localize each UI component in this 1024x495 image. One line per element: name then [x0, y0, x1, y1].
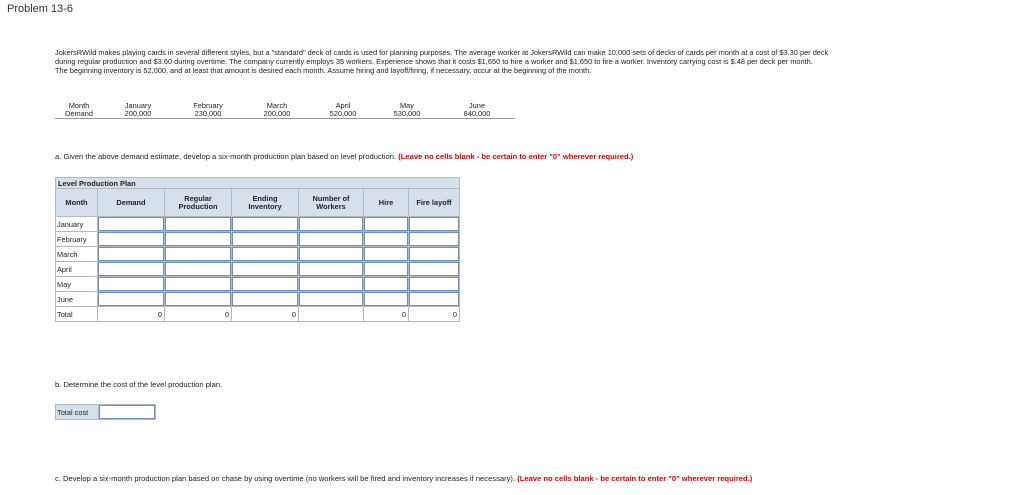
table-row: [56, 292, 460, 307]
hire-input-january[interactable]: [364, 217, 408, 231]
regular-production-input-may[interactable]: [165, 277, 231, 291]
total-hire-value: 0: [364, 307, 409, 322]
hire-input-february[interactable]: [364, 232, 408, 246]
ending-inventory-input-june[interactable]: [232, 292, 298, 306]
regular-production-input-january[interactable]: [165, 217, 231, 231]
col-header-month: Month: [56, 189, 98, 217]
ending-inventory-input-april[interactable]: [232, 262, 298, 276]
row-label-march: March: [56, 247, 98, 262]
ending-inventory-input-march[interactable]: [232, 247, 298, 261]
total-fire-value: 0: [409, 307, 460, 322]
demand-input-february[interactable]: [98, 232, 164, 246]
col-header-regular-production: Regular Production: [165, 189, 232, 217]
col-header-ending-inventory: Ending Inventory: [232, 189, 299, 217]
demand-input-may[interactable]: [98, 277, 164, 291]
total-regular-production-value: 0: [165, 307, 232, 322]
workers-input-may[interactable]: [299, 277, 363, 291]
fire-input-april[interactable]: [409, 262, 459, 276]
regular-production-input-june[interactable]: [165, 292, 231, 306]
table-row: [56, 232, 460, 247]
total-demand-value: 0: [98, 307, 165, 322]
question-a-warning: (Leave no cells blank - be certain to enter "0" wherever required.): [398, 152, 634, 161]
fire-input-january[interactable]: [409, 217, 459, 231]
col-header-demand: Demand: [98, 189, 165, 217]
workers-input-april[interactable]: [299, 262, 363, 276]
ending-inventory-input-may[interactable]: [232, 277, 298, 291]
row-label-june: June: [56, 292, 98, 307]
demand-value-jan: 200,000: [103, 110, 173, 119]
total-cost-table: [55, 404, 156, 420]
fire-input-march[interactable]: [409, 247, 459, 261]
description-line-2: during regular production and $3.60 during overtime. The company currently employs 35 workers. Experience shows that it costs $1,650 to hire a worker and $1,650 to fire a worker. Inventory carrying cost is $.48 per deck per month.: [55, 56, 813, 66]
regular-production-input-april[interactable]: [165, 262, 231, 276]
fire-input-may[interactable]: [409, 277, 459, 291]
demand-month-feb: February: [193, 101, 223, 110]
question-a: [55, 152, 633, 161]
problem-description: [55, 49, 1020, 75]
total-cost-input[interactable]: [99, 405, 155, 419]
workers-input-january[interactable]: [299, 217, 363, 231]
demand-table: [55, 102, 515, 119]
table-row: [56, 277, 460, 292]
demand-table-month-label: Month: [68, 101, 90, 110]
question-c: [55, 474, 752, 483]
hire-input-may[interactable]: [364, 277, 408, 291]
row-label-total: Total: [56, 307, 98, 322]
hire-input-april[interactable]: [364, 262, 408, 276]
demand-input-june[interactable]: [98, 292, 164, 306]
ending-inventory-input-february[interactable]: [232, 232, 298, 246]
description-line-1: JokersRWild makes playing cards in several different styles, but a "standard" deck of cards is used for planning purposes. The average worker at JokersRWild can make 10,000 sets of decks of cards per month at a cost of $3.30 per deck: [55, 48, 829, 57]
demand-value-apr: 520,000: [311, 110, 375, 119]
total-cost-label: Total cost: [56, 405, 99, 420]
ending-inventory-input-january[interactable]: [232, 217, 298, 231]
table-row-total: [56, 307, 460, 322]
row-label-february: February: [56, 232, 98, 247]
demand-month-apr: April: [335, 101, 351, 110]
col-header-hire: Hire: [364, 189, 409, 217]
question-c-text: c. Develop a six-month production plan based on chase by using overtime (no workers will be fired and inventory increases if necessary).: [55, 474, 518, 483]
demand-value-jun: 840,000: [439, 110, 515, 119]
workers-input-february[interactable]: [299, 232, 363, 246]
table-row: [56, 217, 460, 232]
hire-input-june[interactable]: [364, 292, 408, 306]
demand-month-jan: January: [124, 101, 152, 110]
total-workers-empty: [299, 307, 364, 322]
regular-production-input-march[interactable]: [165, 247, 231, 261]
table-row: [56, 247, 460, 262]
demand-value-mar: 200,000: [243, 110, 311, 119]
question-b: b. Determine the cost of the level production plan.: [55, 380, 223, 389]
demand-input-march[interactable]: [98, 247, 164, 261]
level-production-table: [55, 177, 460, 322]
demand-month-jun: June: [468, 101, 486, 110]
demand-value-feb: 230,000: [173, 110, 243, 119]
row-label-april: April: [56, 262, 98, 277]
question-a-text: a. Given the above demand estimate, develop a six-month production plan based on level production.: [55, 152, 399, 161]
hire-input-march[interactable]: [364, 247, 408, 261]
fire-input-june[interactable]: [409, 292, 459, 306]
workers-input-march[interactable]: [299, 247, 363, 261]
fire-input-february[interactable]: [409, 232, 459, 246]
table-row: [56, 262, 460, 277]
regular-production-input-february[interactable]: [165, 232, 231, 246]
demand-input-january[interactable]: [98, 217, 164, 231]
workers-input-june[interactable]: [299, 292, 363, 306]
col-header-number-of-workers: Number of Workers: [299, 189, 364, 217]
demand-month-mar: March: [266, 101, 288, 110]
demand-input-april[interactable]: [98, 262, 164, 276]
col-header-fire-layoff: Fire layoff: [409, 189, 460, 217]
question-c-warning: (Leave no cells blank - be certain to enter "0" wherever required.): [517, 474, 753, 483]
total-ending-inventory-value: 0: [232, 307, 299, 322]
demand-month-may: May: [400, 101, 414, 110]
row-label-may: May: [56, 277, 98, 292]
problem-title: Problem 13-6: [7, 3, 74, 15]
row-label-january: January: [56, 217, 98, 232]
demand-table-demand-label: Demand: [55, 110, 103, 119]
description-line-3: The beginning inventory is 52,000, and at least that amount is desired each month. Assume hiring and layoff/firing, if necessary, occur at the beginning of the month.: [55, 65, 592, 75]
demand-value-may: 530,000: [375, 110, 439, 119]
level-production-caption: Level Production Plan: [56, 178, 460, 189]
